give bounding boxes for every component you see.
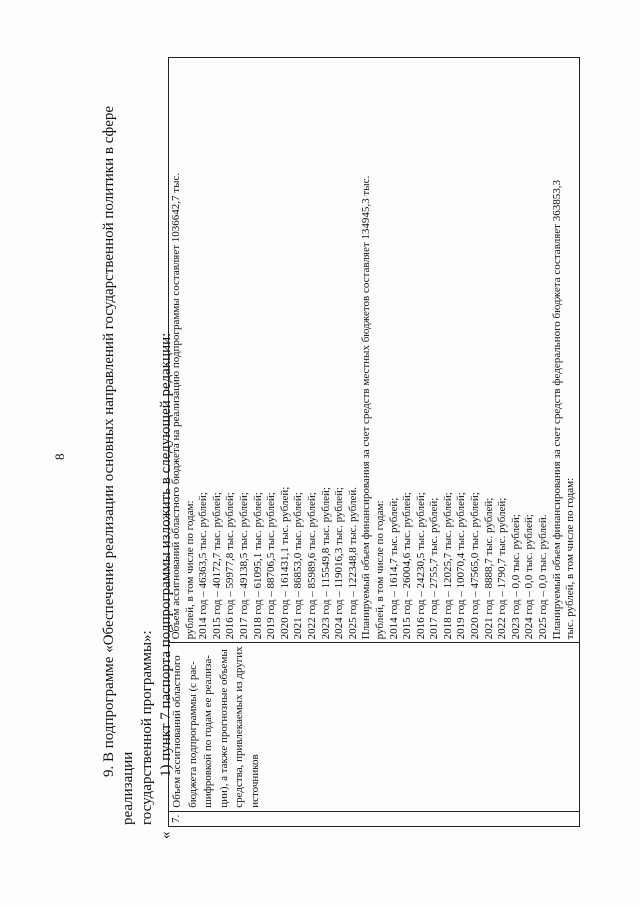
oblast-year: 2018 год – 61095,1 тыс. рублей; (251, 492, 264, 640)
oblast-year: 2025 год – 122348,8 тыс. рублей. (346, 486, 359, 640)
local-year: 2024 год – 0,0 тыс. рублей; (523, 514, 536, 640)
label-line: бюджета подпрограммы (с рас- (186, 661, 199, 808)
oblast-header-1: Объем ассигнований областного бюджета на реализацию подпрограммы составляет 1036642,7 тыс. (170, 172, 182, 640)
oblast-year: 2019 год – 88706,5 тыс. рублей; (265, 492, 278, 640)
oblast-year: 2022 год – 85989,6 тыс. рублей; (305, 492, 318, 640)
oblast-year: 2015 год – 40172,7 тыс. рублей; (210, 492, 223, 640)
label-line: ции), а также прогнозные объемы (217, 649, 230, 808)
intro-line-2: государственной программы»: (139, 630, 155, 825)
oblast-header-2: рублей, в том числе по годам: (183, 500, 196, 640)
local-year: 2014 год – 1614,7 тыс. рублей; (387, 497, 400, 640)
row-number: 7. (169, 811, 580, 826)
federal-header-1: Планируемый объем финансирования за счет средств федерального бюджета составляет 363853,3 (550, 180, 563, 640)
local-header-2: рублей, в том числе по годам: (373, 500, 386, 640)
local-year: 2020 год – 47565,0 тыс. рублей; (469, 492, 482, 640)
local-year: 2021 год – 8888,7 тыс. рублей; (482, 497, 495, 640)
local-year: 2023 год – 0,0 тыс. рублей; (509, 514, 522, 640)
opening-quote: « (158, 831, 174, 839)
passport-table (168, 57, 580, 827)
oblast-year: 2017 год – 49138,5 тыс. рублей; (237, 492, 250, 640)
oblast-year: 2021 год – 86853,0 тыс. рублей; (292, 492, 305, 640)
intro-text (100, 55, 176, 825)
table-row (169, 58, 580, 827)
local-year: 2022 год – 1790,7 тыс. рублей; (496, 497, 509, 640)
label-line: шифровкой по годам ее реализа- (202, 655, 214, 808)
federal-header-2: тыс. рублей, в том числе по годам: (564, 477, 577, 640)
intro-line-3: 1) пункт 7 паспорта подпрограммы изложить в следующей редакции: (158, 332, 174, 777)
oblast-year: 2024 год – 119016,3 тыс. рублей; (333, 487, 346, 640)
label-line: источников (248, 754, 261, 808)
intro-line-1: 9. В подпрограмме «Обеспечение реализации основных направлений государственной политики в сфере реализации (101, 105, 136, 825)
oblast-year: 2016 год – 59977,8 тыс. рублей; (224, 492, 237, 640)
local-year: 2025 год – 0,0 тыс. рублей. (537, 514, 550, 640)
local-year: 2017 год – 2755,7 тыс. рублей; (428, 497, 441, 640)
page-number: 8 (52, 453, 67, 460)
oblast-year: 2014 год – 46363,5 тыс. рублей; (197, 492, 210, 640)
local-year: 2016 год – 24230,5 тыс. рублей; (414, 492, 427, 640)
label-line: средства, привлекаемых из других (233, 646, 245, 808)
row-label (169, 643, 580, 811)
local-year: 2019 год – 10070,4 тыс. рублей; (455, 492, 468, 640)
local-header-1: Планируемый объем финансирования за счет средств местных бюджетов составляет 134945,3 тыс. (360, 175, 373, 640)
label-line: Объем ассигнований областного (171, 655, 183, 808)
local-year: 2015 год – 26004,6 тыс. рублей; (401, 492, 414, 640)
row-content (169, 58, 580, 643)
oblast-year: 2023 год – 115549,8 тыс. рублей; (319, 487, 332, 640)
local-year: 2018 год – 12025,7 тыс. рублей; (441, 492, 454, 640)
oblast-year: 2020 год – 161431,1 тыс. рублей; (278, 486, 291, 640)
